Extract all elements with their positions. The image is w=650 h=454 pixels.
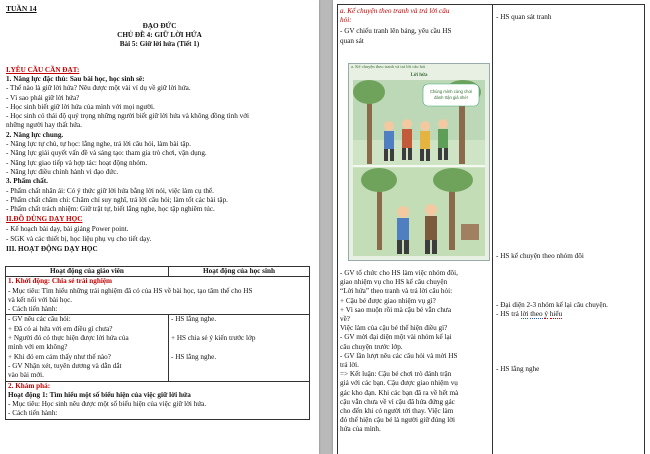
explore-title: 2. Khám phá: <box>8 381 51 390</box>
teacher-guidance-line: cậu vẫn chưa về vì cậu đã hứa đứng gác <box>340 397 455 406</box>
objective-line: - Năng lực điều chỉnh hành vi đạo đức. <box>6 167 119 176</box>
lesson-title: Bài 5: Giữ lời hứa (Tiết 1) <box>119 40 200 48</box>
section3-heading: III. HOẠT ĐỘNG DẠY HỌC <box>6 245 98 253</box>
warmup-student-cell <box>169 315 310 381</box>
teacher-guidance-line: giao nhiệm vụ cho HS kể câu chuyện <box>340 278 448 287</box>
story-task-heading: a. Kể chuyện theo tranh và trả lời câu <box>340 7 450 15</box>
warmup-line: và kết nối với bài học. <box>8 295 73 304</box>
objectives-block <box>6 75 306 214</box>
objective-line: - Năng lực giải quyết vấn đề và sáng tạo: tham gia trò chơi, vận dụng. <box>6 149 207 158</box>
teacher-guidance-line: “Lời hứa” theo tranh và trả lời câu hỏi: <box>340 287 453 296</box>
teacher-guidance-line: đó thể hiện cậu bé là người giữ đúng lời <box>340 416 455 425</box>
teacher-guidance-line: => Kết luận: Cậu bé chơi trò đánh trận <box>340 370 452 379</box>
story-task-heading-cont: hỏi: <box>340 16 352 25</box>
warmup-teacher-cell <box>6 315 169 381</box>
objective-line: - Năng lực tự chủ, tự học: lắng nghe, trả lời câu hỏi, làm bài tập. <box>6 140 191 149</box>
student-activity-line <box>171 362 307 371</box>
objective-line: những người hay thất hứa. <box>6 121 82 130</box>
teacher-guidance-line: Việc làm của cậu bé thể hiện điều gì? <box>340 324 448 333</box>
teacher-bottom-cell <box>340 269 490 435</box>
answer-word: - <box>496 310 499 319</box>
svg-text:đánh trận giả nhé!: đánh trận giả nhé! <box>434 95 468 100</box>
answer-word: hiểu <box>549 310 563 319</box>
answer-word: HS <box>500 310 510 319</box>
svg-text:Chúng mình cùng chơi: Chúng mình cùng chơi <box>429 89 473 94</box>
objective-line: - Thế nào là giữ lời hứa? Nêu được một vài ví dụ về giữ lời hứa. <box>6 84 191 93</box>
story-picture-icon <box>349 64 489 260</box>
topic-title: CHỦ ĐỀ 4: GIỮ LỜI HỨA <box>117 31 202 39</box>
warmup-line: - Cách tiến hành: <box>8 305 58 314</box>
student-activity-line: + HS chia sẻ ý kiến trước lớp <box>171 334 256 343</box>
student-activity-line <box>171 371 307 380</box>
teacher-activity-line: + Người đó có thực hiện được lời hứa của <box>8 334 129 343</box>
materials-line-1: - Kế hoạch bài dạy, bài giảng Power point. <box>6 225 129 233</box>
student-activity-line <box>171 343 307 352</box>
objective-line: - Học sinh biết giữ lời hứa của mình với mọi người. <box>6 102 155 111</box>
teacher-activity-line: + Đã có ai hứa với em điều gì chưa? <box>8 324 113 333</box>
teacher-activity-line: + Khi đó em cảm thấy như thế nào? <box>8 352 111 361</box>
subject-title: ĐẠO ĐỨC <box>142 22 177 30</box>
teacher-guidance-line: về? <box>340 315 350 324</box>
objective-line: - Phẩm chất trách nhiệm: Giữ trật tự, biết lắng nghe, học tập nghiêm túc. <box>6 205 215 214</box>
document-page-right <box>333 0 650 454</box>
week-label: TUẦN 14 <box>6 4 37 13</box>
teacher-guidance-line: + Vì sao muộn rồi mà cậu bé vẫn chưa <box>340 305 452 314</box>
teacher-instruction: quan sát <box>340 36 364 45</box>
teacher-guidance-line: cho đến khi có người tới thay. Việc làm <box>340 407 454 416</box>
student-answers <box>496 301 608 319</box>
illustration-caption: a. Kể chuyện theo tranh và trả lời câu hỏi <box>351 64 426 69</box>
explore-line: - Cách tiến hành: <box>8 409 58 418</box>
activity1-title: Hoạt động 1: Tìm hiểu một số biểu hiện của việc giữ lời hứa <box>8 390 191 399</box>
objective-heading: 2. Năng lực chung. <box>6 130 64 139</box>
student-activity-line: - HS lắng nghe. <box>171 315 217 324</box>
teacher-activity-line: - GV nêu các câu hỏi: <box>8 315 71 324</box>
continued-table <box>337 4 645 454</box>
objective-heading: 1. Năng lực đặc thù: Sau bài học, học sinh sẽ: <box>6 75 145 83</box>
activities-table <box>5 266 310 420</box>
teacher-activity-line: mình với em không? <box>8 343 68 352</box>
teacher-activity-line: vào bài mới. <box>8 371 44 380</box>
column-divider <box>492 5 493 454</box>
illustration-title: Lời hứa <box>410 73 428 78</box>
col-teacher-header: Hoạt động của giáo viên <box>6 267 169 277</box>
objective-line: - Vì sao phải giữ lời hứa? <box>6 93 80 102</box>
teacher-activity-line: - GV Nhận xét, tuyên dương và dẫn dắt <box>8 361 122 370</box>
teacher-guidance-line: - GV lần lượt nêu các câu hỏi và mời HS <box>340 351 458 360</box>
document-page-left <box>0 0 319 454</box>
objective-line: - Học sinh có thái độ quý trọng những người biết giữ lời hứa và không đồng tình với <box>6 112 249 121</box>
warmup-row <box>6 277 310 315</box>
teacher-instruction: - GV chiếu tranh lên bảng, yêu cầu HS <box>340 27 452 36</box>
objective-line: - Phẩm chất chăm chỉ: Chăm chỉ suy nghĩ, trả lời câu hỏi; làm tốt các bài tập. <box>6 195 228 204</box>
materials-line-2: - SGK và các thiết bị, học liệu phụ vụ cho tiết dạy. <box>6 235 152 243</box>
story-illustration <box>348 63 490 261</box>
explore-line: - Mục tiêu: Học sinh nêu được một số biểu hiện của việc giữ lời hứa. <box>8 400 207 409</box>
student-activity-line <box>171 325 307 334</box>
answer-word: trả <box>511 310 519 319</box>
objective-line: - Năng lực giao tiếp và hợp tác: hoạt động nhóm. <box>6 158 148 167</box>
student-answer-line <box>496 310 608 319</box>
teacher-guidance-line: giả với các bạn. Cậu được giao nhiệm vụ <box>340 379 458 388</box>
answer-word: ý <box>544 310 548 319</box>
teacher-guidance-line: - GV tổ chức cho HS làm việc nhóm đôi, <box>340 269 458 277</box>
teacher-guidance-line: + Cậu bé được giao nhiệm vụ gì? <box>340 296 436 305</box>
teacher-guidance-line: gác kho đạn. Khi các bạn đã ra về hết mà <box>340 388 459 397</box>
teacher-top-cell <box>340 7 490 46</box>
objective-heading: 3. Phẩm chất. <box>6 177 48 186</box>
section1-heading: I.YÊU CẦU CẦN ĐẠT: <box>6 66 80 74</box>
student-answer-line: - Đại diện 2-3 nhóm kể lại câu chuyện. <box>496 301 608 309</box>
warmup-line: - Mục tiêu: Tìm hiểu những trải nghiệm đã có của HS về bài học, tạo tâm thế cho HS <box>8 286 253 295</box>
explore-row <box>6 381 310 419</box>
col-student-header: Hoạt động của học sinh <box>169 267 310 277</box>
answer-word: lời <box>520 310 529 319</box>
answer-word: theo <box>530 310 543 319</box>
student-observe: - HS quan sát tranh <box>496 13 552 21</box>
section2-heading: II.ĐỒ DÙNG DẠY HỌC <box>6 215 83 223</box>
teacher-guidance-line: - GV mời đại diện một vài nhóm kể lại <box>340 333 452 342</box>
student-listen: - HS lắng nghe <box>496 365 540 373</box>
teacher-guidance-line: câu chuyện trước lớp. <box>340 342 403 351</box>
teacher-guidance-line: hứa của mình. <box>340 425 381 434</box>
student-retell: - HS kể chuyện theo nhóm đôi <box>496 252 584 260</box>
warmup-title: 1. Khởi động: Chia sẻ trải nghiệm <box>8 277 113 286</box>
student-activity-line: - HS lắng nghe. <box>171 352 217 361</box>
objective-line: - Phẩm chất nhân ái: Có ý thức giữ lời hứa bằng lời nói, việc làm cụ thể. <box>6 186 214 195</box>
teacher-guidance-line: trả lời. <box>340 361 359 370</box>
